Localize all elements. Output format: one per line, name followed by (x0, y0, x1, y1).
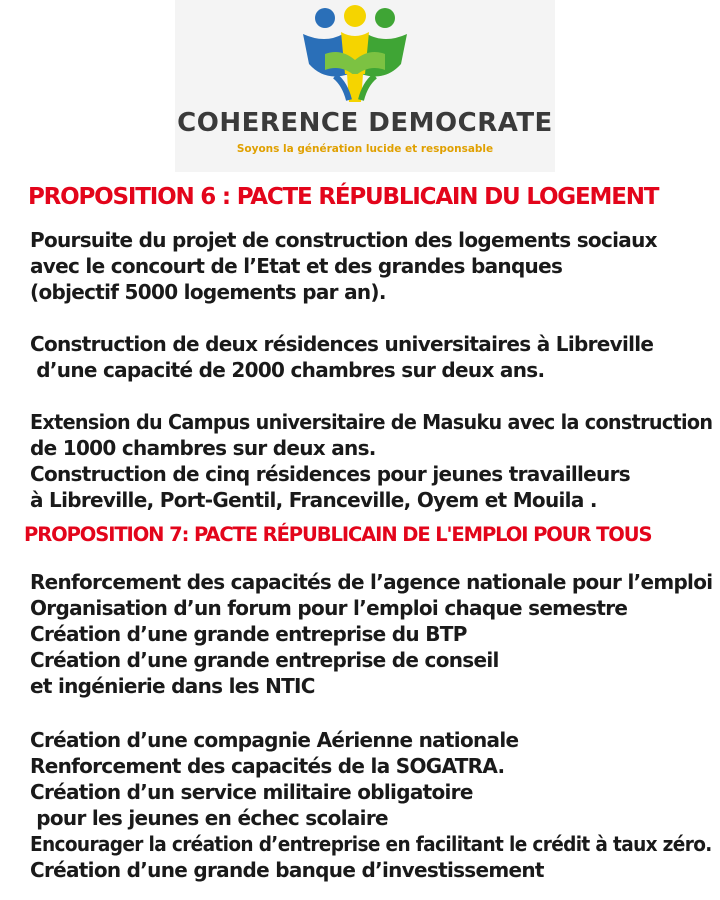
section-6-line: avec le concourt de l’Etat et des grandes banques (30, 254, 563, 278)
section-6-line: à Libreville, Port-Gentil, Franceville, Oyem et Mouila . (30, 488, 597, 512)
section-6-line: (objectif 5000 logements par an). (30, 280, 386, 304)
section-7-line: Encourager la création d’entreprise en facilitant le crédit à taux zéro. (30, 832, 712, 856)
section-7-line: pour les jeunes en échec scolaire (30, 806, 388, 830)
section-7-line: Création d’une grande entreprise du BTP (30, 622, 467, 646)
section-7-line: Renforcement des capacités de l’agence nationale pour l’emploi (30, 570, 713, 594)
section-6-line: de 1000 chambres sur deux ans. (30, 436, 376, 460)
section-7-line: Création d’une grande banque d’investissement (30, 858, 544, 882)
section-6-line: Construction de cinq résidences pour jeunes travailleurs (30, 462, 630, 486)
brand-name: COHERENCE DEMOCRATE (177, 108, 553, 138)
section-6-line: d’une capacité de 2000 chambres sur deux ans. (30, 358, 545, 382)
section-7-line: Création d’une compagnie Aérienne nationale (30, 728, 519, 752)
section-6-line: Extension du Campus universitaire de Masuku avec la construction (30, 410, 713, 434)
section-7-line: Organisation d’un forum pour l’emploi chaque semestre (30, 596, 628, 620)
section-6-line: Construction de deux résidences universitaires à Libreville (30, 332, 654, 356)
section-7-line: et ingénierie dans les NTIC (30, 674, 315, 698)
section-6-line: Poursuite du projet de construction des logements sociaux (30, 228, 657, 252)
section-7-heading: PROPOSITION 7: PACTE RÉPUBLICAIN DE L'EMPLOI POUR TOUS (24, 523, 652, 546)
section-6-heading: PROPOSITION 6 : PACTE RÉPUBLICAIN DU LOGEMENT (28, 184, 659, 210)
three-people-reading-book-logo (295, 4, 415, 104)
section-7-line: Création d’une grande entreprise de conseil (30, 648, 499, 672)
brand-slogan: Soyons la génération lucide et responsable (236, 143, 494, 155)
section-7-line: Création d’un service militaire obligatoire (30, 780, 473, 804)
section-7-line: Renforcement des capacités de la SOGATRA. (30, 754, 505, 778)
logo-banner (175, 0, 555, 172)
